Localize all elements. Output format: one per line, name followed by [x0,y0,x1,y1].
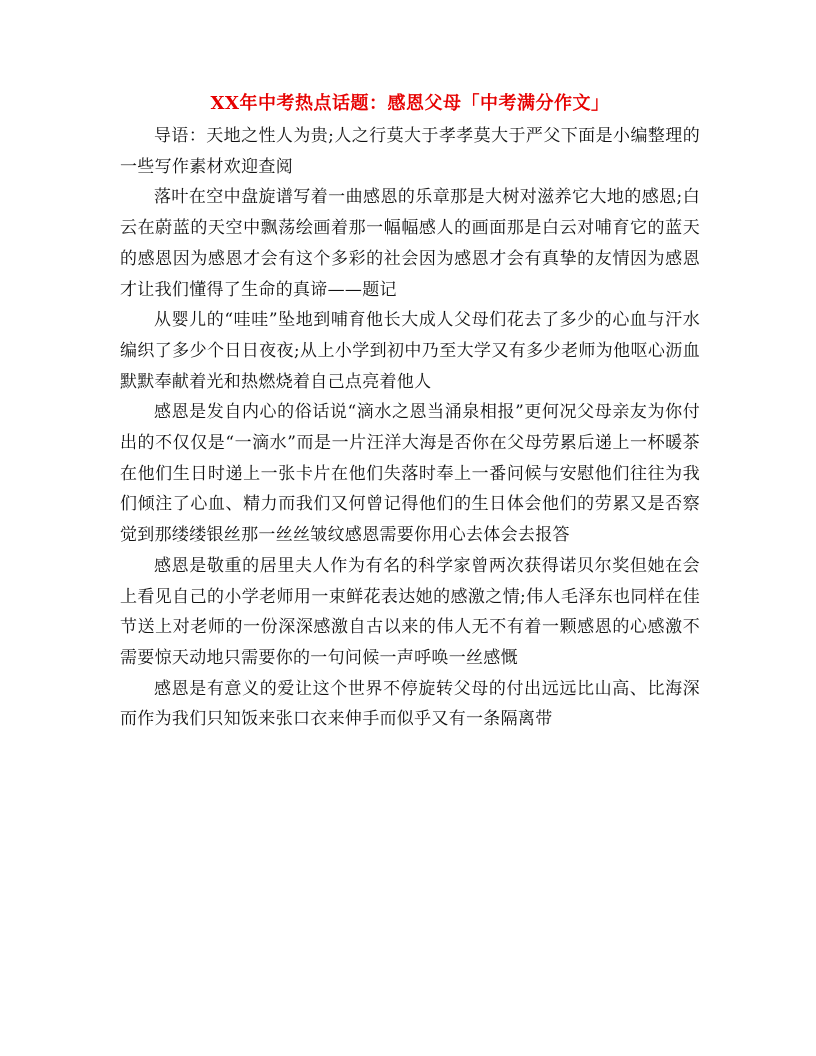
intro-paragraph: 导语：天地之性人为贵;人之行莫大于孝孝莫大于严父下面是小编整理的一些写作素材欢迎查阅 [120,126,700,177]
body-paragraph-5: 感恩是有意义的爱让这个世界不停旋转父母的付出远远比山高、比海深而作为我们只知饭来张口衣来伸手而似乎又有一条隔离带 [120,678,700,730]
body-paragraph-3: 感恩是发自内心的俗话说“滴水之恩当涌泉相报”更何况父母亲友为你付出的不仅仅是“一滴水”而是一片汪洋大海是否你在父母劳累后递上一杯暖茶在他们生日时递上一张卡片在他们失落时奉上一番问候与安慰他们往往为我们倾注了心血、精力而我们又何曾记得他们的生日体会他们的劳累又是否察觉到那缕缕银丝那一丝丝皱纹感恩需要你用心去体会去报答 [120,402,700,546]
document-title: XX年中考热点话题：感恩父母「中考满分作文」 [210,93,610,114]
body-paragraph-4: 感恩是敬重的居里夫人作为有名的科学家曾两次获得诺贝尔奖但她在会上看见自己的小学老师用一束鲜花表达她的感激之情;伟人毛泽东也同样在佳节送上对老师的一份深深感激自古以来的伟人无不有着一颗感恩的心感激不需要惊天动地只需要你的一句问候一声呼唤一丝感慨 [120,555,700,668]
document-page [120,92,700,735]
body-paragraph-1: 落叶在空中盘旋谱写着一曲感恩的乐章那是大树对滋养它大地的感恩;白云在蔚蓝的天空中飘荡绘画着那一幅幅感人的画面那是白云对哺育它的蓝天的感恩因为感恩才会有这个多彩的社会因为感恩才会有真挚的友情因为感恩才让我们懂得了生命的真谛——题记 [120,187,700,300]
body-paragraph-2: 从婴儿的“哇哇”坠地到哺育他长大成人父母们花去了多少的心血与汗水编织了多少个日日夜夜;从上小学到初中乃至大学又有多少老师为他呕心沥血默默奉献着光和热燃烧着自己点亮着他人 [120,310,700,392]
